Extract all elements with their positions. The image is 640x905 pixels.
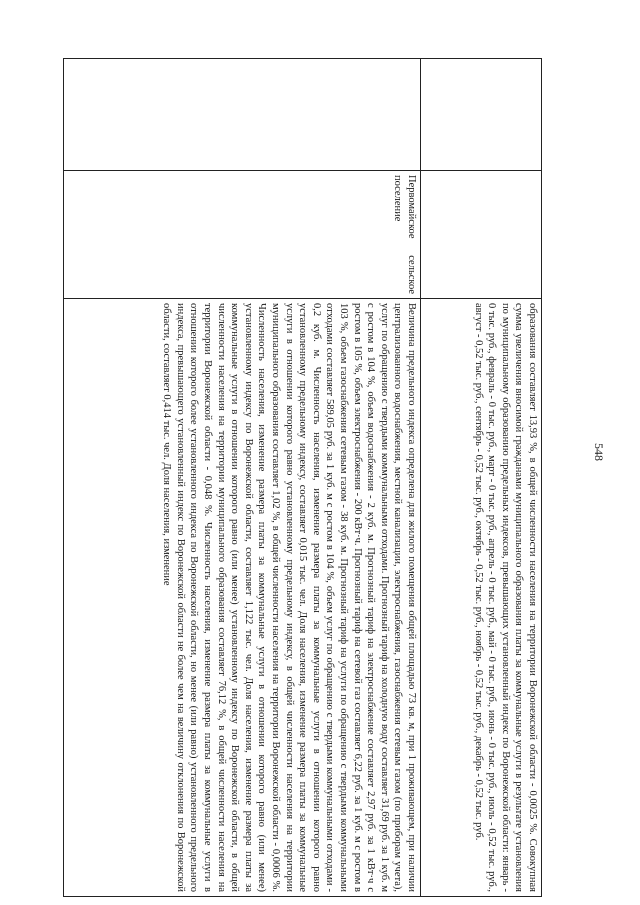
index-cell <box>421 59 542 171</box>
index-cell <box>64 59 421 171</box>
document-table-sheet <box>62 58 542 896</box>
settlement-cell: Первомайское сельское поселение <box>64 171 421 299</box>
table-row <box>64 59 421 897</box>
page-number: 548 <box>592 443 606 461</box>
table-row <box>421 59 542 897</box>
tariff-table <box>63 58 542 897</box>
settlement-cell <box>421 171 542 299</box>
description-cell: Величина предельного индекса определена для жилого помещения общей площадью 73 кв. м, при 1 проживающем, при наличии централизованного водоснабжения, местной канализации, электроснабжения, газоснабжения сетевым газом (по приборам учета), услуг по обращению с твердыми коммунальными отходами. Прогнозный тариф на холодную воду составляет 31,69 руб. за 1 куб. м с ростом в 104 %, объем водоснабжения - 2 куб. м. Прогнозный тариф на электроснабжение составляет 2,97 руб. за 1 кВт·ч с ростом в 105 %, объем электроснабжения - 200 кВт·ч. Прогнозный тариф на сетевой газ составляет 6,22 руб. за 1 куб. м с ростом в 103 %, объем газоснабжения сетевым газом - 38 куб. м. Прогнозный тариф на услуги по обращению с твердыми коммунальными отходами составляет 589,05 руб. за 1 куб. м с ростом в 104 %, объем услуг по обращению с твердыми коммунальными отходами - 0,2 куб. м. Численность населения, изменение размера платы за коммунальные услуги в отношении которого равно установленному предельному индексу, составляет 0,015 тыс. чел. Доля населения, изменение размера платы за коммунальные услуги в отношении которого равно установленному предельному индексу, в общей численности населения на территории муниципального образования составляет 1,02 %, в общей численности населения на территории Воронежской области - 0,0006 %. Численность населения, изменение размера платы за коммунальные услуги в отношении которого равно (или менее) установленному индексу по Воронежской области, составляет 1,122 тыс. чел. Доля населения, изменение размера платы за коммунальные услуги в отношении которого равно (или менее) установленному индексу по Воронежской области, в общей численности населения на территории муниципального образования составляет 76,12 %, в общей численности населения на территории Воронежской области - 0,048 %. Численность населения, изменение размера платы за коммунальные услуги в отношении которого более установленного индекса по Воронежской области, но менее (или равно) установленного предельного индекса, превышающего установленный индекс по Воронежской области не более чем на величину отклонения по Воронежской области, составляет 0,414 тыс. чел. Доля населения, изменение <box>64 299 421 897</box>
description-cell: образования составляет 13,93 %, в общей численности населения на территории Воронежской области - 0,0025 %. Совокупная сумма увеличения вносимой гражданами муниципального образования платы за коммунальные услуги в результате установления по муниципальному образованию предельных индексов, превышающих установленный индекс по Воронежской области: январь - 0 тыс. руб., февраль - 0 тыс. руб., март - 0 тыс. руб., апрель - 0 тыс. руб., май - 0 тыс. руб., июнь - 0 тыс. руб., июль - 0,52 тыс. руб., август - 0,52 тыс. руб., сентябрь - 0,52 тыс. руб., октябрь - 0,52 тыс. руб., ноябрь - 0,52 тыс. руб., декабрь - 0,52 тыс. руб. <box>421 299 542 897</box>
